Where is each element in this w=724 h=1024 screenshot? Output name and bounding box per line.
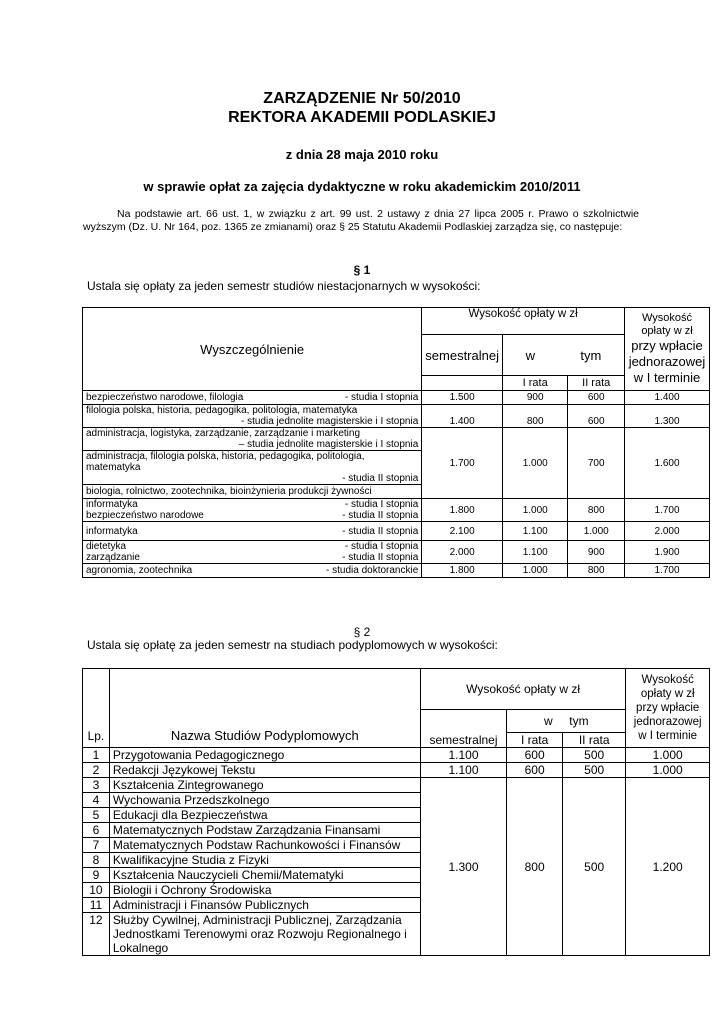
row-description [83,391,422,405]
intro-paragraph: Na podstawie art. 66 ust. 1, w związku z art. 99 ust. 2 ustawy z dnia 27 lipca 2005 r. Prawo o szkolnictwie wyższym (Dz. U. Nr 164, poz. 1365 ze zmianami) oraz § 25 Statutu Akademii Podlaskiej zarządza się, co następuje: [83,208,639,233]
document-subject: w sprawie opłat za zajęcia dydaktyczne w roku akademickim 2010/2011 [143,179,581,194]
row-name: Matematycznych Podstaw Zarządzania Finansami [109,823,420,838]
row-rate2: 500 [562,748,625,763]
fees-table-part-time [82,307,710,578]
row-semester: 1.100 [420,763,506,778]
row-name: Kształcenia Nauczycieli Chemii/Matematyki [109,868,420,883]
row-description: biologia, rolnictwo, zootechnika, bioinżynieria produkcji żywności [83,485,422,499]
row-level: - studia II stopnia [342,525,419,537]
table-row [83,391,710,405]
row-field: bezpieczeństwo narodowe [86,510,204,521]
table-row [83,405,710,428]
row-name: Kwalifikacyjne Studia z Fizyki [109,853,420,868]
row-field: zarządzanie [86,552,140,563]
row-field: agronomia, zootechnika [86,565,193,576]
row-field: administracja, filologia polska, historia, pedagogika, politologia, matematyka [86,451,365,473]
header-rate2: II rata [568,376,625,391]
row-semester: 1.800 [422,564,503,578]
header-description: Wyszczególnienie [83,308,422,391]
section1-lead: Ustala się opłaty za jeden semestr studiów niestacjonarnych w wysokości: [87,279,481,293]
row-rate2: 500 [562,763,625,778]
table-row [83,763,710,778]
row-name: Kształcenia Zintegrowanego [109,778,420,793]
row-rate1: 1.000 [502,564,567,578]
row-name: Biologii i Ochrony Środowiska [109,883,420,898]
table-row [83,541,710,564]
row-lp: 3 [83,778,110,793]
row-onetime: 1.400 [625,391,710,405]
row-rate1: 800 [502,405,567,428]
header-rate1: I rata [507,733,563,748]
row-semester: 1.800 [422,499,503,522]
row-level: - studia doktoranckie [326,565,419,576]
row-name: Redakcji Językowej Tekstu [109,763,420,778]
row-semester: 2.100 [422,522,503,541]
row-rate1: 1.000 [502,499,567,522]
row-onetime: 1.900 [625,541,710,564]
row-lp: 7 [83,838,110,853]
row-name: Administracji i Finansów Publicznych [109,898,420,913]
row-lp: 10 [83,883,110,898]
row-rate2: 1.000 [568,522,625,541]
row-level: - studia I stopnia [344,392,419,403]
header-rate1: I rata [502,376,567,391]
group-semester: 1.300 [420,778,506,956]
header-semester: semestralnej [422,335,503,376]
row-name: Edukacji dla Bezpieczeństwa [109,808,420,823]
header-w-tym: w tym [507,710,626,733]
row-name: Matematycznych Podstaw Rachunkowości i Finansów [109,838,420,853]
row-onetime: 2.000 [625,522,710,541]
header-semester: semestralnej [420,710,506,748]
row-lp: 5 [83,808,110,823]
fees-table-postgraduate [82,668,710,956]
row-field: informatyka [86,525,138,537]
row-rate1: 600 [507,748,563,763]
row-lp: 4 [83,793,110,808]
row-field: dietetyka [86,541,127,552]
row-rate1: 900 [502,391,567,405]
header-onetime: Wysokość opłaty w zł przy wpłacie jednorazowej w I terminie [626,669,710,748]
row-field: filologia polska, historia, pedagogika, politologia, matematyka [86,405,358,416]
row-onetime: 1.700 [625,499,710,522]
row-name: Wychowania Przedszkolnego [109,793,420,808]
header-rate2: II rata [562,733,625,748]
row-rate2: 600 [568,391,625,405]
row-level: - studia II stopnia [342,552,419,563]
row-lp: 6 [83,823,110,838]
row-field: bezpieczeństwo narodowe, filologia [86,392,244,403]
row-description [83,499,422,522]
header-fee-group: Wysokość opłaty w zł [420,669,626,710]
header-w-tym [502,335,624,376]
document-date: z dnia 28 maja 2010 roku [285,147,439,162]
row-description [83,564,422,578]
table-row [83,428,710,451]
document-title-line1: ZARZĄDZENIE Nr 50/2010 [263,90,461,107]
header-w: w [525,347,536,363]
header-lp: Lp. [83,669,110,748]
row-semester: 1.100 [420,748,506,763]
row-rate1: 1.100 [502,522,567,541]
row-level: - studia II stopnia [342,510,419,521]
row-description [83,405,422,428]
row-semester: 1.500 [422,391,503,405]
document-title-line2: REKTORA AKADEMII PODLASKIEJ [228,109,496,126]
row-onetime: 1.600 [625,428,710,499]
section2-mark: § 2 [353,625,371,639]
row-level: - studia jednolite magisterskie i I stopnia [240,416,419,427]
header-tym: tym [580,347,602,363]
row-rate2: 800 [568,499,625,522]
header-onetime [625,308,710,391]
row-semester: 2.000 [422,541,503,564]
row-semester: 1.400 [422,405,503,428]
header-onetime-line2: przy wpłacie jednorazowej w I terminie [628,338,706,385]
row-rate2: 800 [568,564,625,578]
header-name: Nazwa Studiów Podyplomowych [109,669,420,748]
row-onetime: 1.700 [625,564,710,578]
table-row [83,499,710,522]
group-onetime: 1.200 [626,778,710,956]
row-level: – studia jednolite magisterskie i I stopnia [238,439,419,450]
table-row [83,748,710,763]
row-rate2: 700 [568,428,625,499]
section2-lead: Ustala się opłatę za jeden semestr na studiach podyplomowych w wysokości: [87,638,498,652]
row-rate2: 600 [568,405,625,428]
row-level: - studia I stopnia [344,541,419,552]
table-row [83,778,710,793]
table-row [83,522,710,541]
row-lp: 9 [83,868,110,883]
row-level: - studia II stopnia [342,473,419,484]
row-description [83,451,422,485]
row-semester: 1.700 [422,428,503,499]
row-description [83,522,422,541]
row-rate1: 600 [507,763,563,778]
row-description [83,428,422,451]
row-rate2: 900 [568,541,625,564]
row-field: informatyka [86,499,138,510]
group-rate1: 800 [507,778,563,956]
row-description [83,541,422,564]
row-field: administracja, logistyka, zarządzanie, zarządzanie i marketing [86,428,361,439]
header-fee-group: Wysokość opłaty w zł [422,308,625,335]
row-lp: 12 [83,913,110,956]
row-name: Przygotowania Pedagogicznego [109,748,420,763]
row-lp: 8 [83,853,110,868]
header-blank [422,376,503,391]
row-onetime: 1.000 [626,748,710,763]
row-rate1: 1.100 [502,541,567,564]
section1-mark: § 1 [353,263,371,277]
group-rate2: 500 [562,778,625,956]
row-lp: 1 [83,748,110,763]
table-row [83,564,710,578]
row-lp: 11 [83,898,110,913]
header-onetime-line1: Wysokość opłaty w zł [641,312,693,337]
row-onetime: 1.300 [625,405,710,428]
row-level: - studia I stopnia [344,499,419,510]
row-rate1: 1.000 [502,428,567,499]
row-name: Służby Cywilnej, Administracji Publicznej, Zarządzania Jednostkami Terenowymi oraz Rozwoju Regionalnego i Lokalnego [109,913,420,956]
row-lp: 2 [83,763,110,778]
row-onetime: 1.000 [626,763,710,778]
